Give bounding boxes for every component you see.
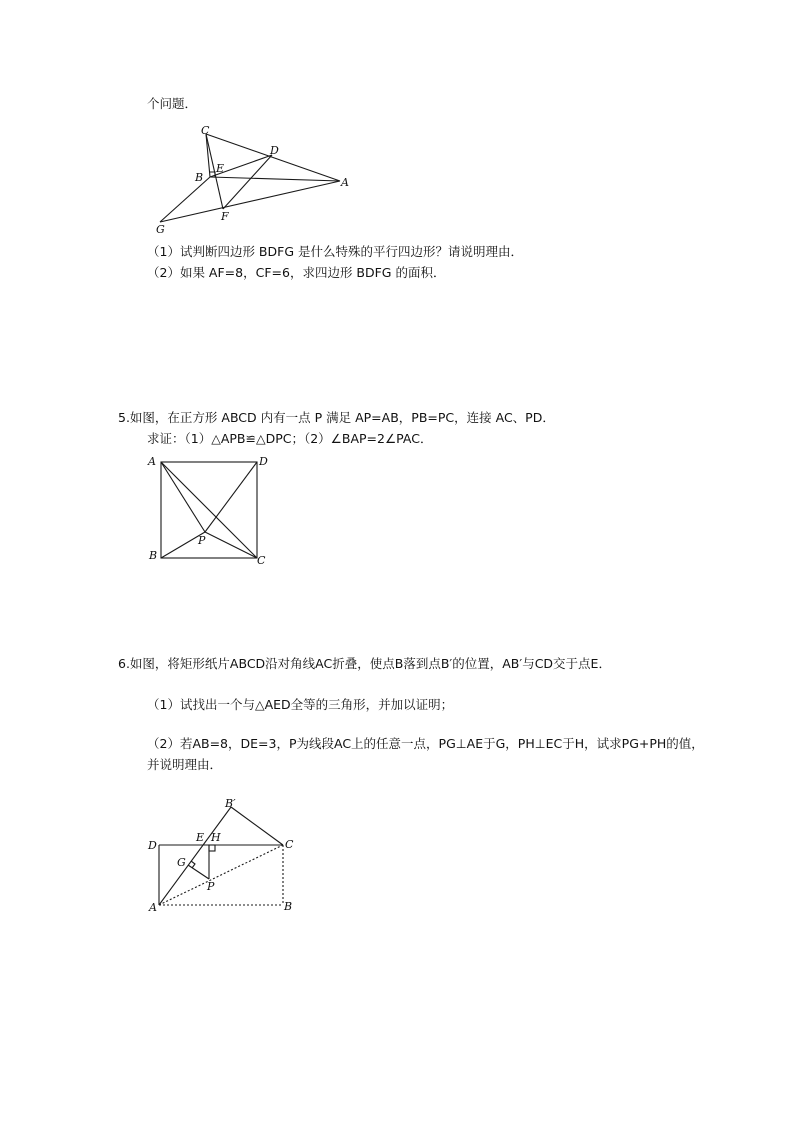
q5-label-D: D	[259, 455, 268, 468]
q6-figure	[145, 795, 305, 915]
q4-label-B: B	[195, 171, 204, 184]
q5-label-C: C	[257, 554, 266, 567]
q6-label-C: C	[285, 838, 294, 851]
q6-question-2-line2: 并说明理由．	[147, 757, 223, 772]
q4-label-F: F	[221, 210, 229, 223]
q6-label-G: G	[177, 856, 186, 869]
q4-intro-tail: 个问题．	[147, 96, 198, 111]
q6-label-B-prime: B′	[225, 797, 236, 810]
q6-question-1: （1）试找出一个与△AED全等的三角形，并加以证明；	[147, 697, 454, 712]
q5-figure-lines	[161, 462, 257, 558]
q4-question-2: （2）如果 AF=8，CF=6，求四边形 BDFG 的面积．	[147, 265, 446, 280]
q4-label-A: A	[341, 176, 349, 189]
q5-label-B: B	[149, 549, 158, 562]
q6-label-H: H	[211, 831, 221, 844]
q4-question-1: （1）试判断四边形 BDFG 是什么特殊的平行四边形？请说明理由．	[147, 244, 523, 259]
q4-label-C: C	[201, 124, 210, 137]
q4-figure-lines	[160, 134, 340, 222]
q6-label-A: A	[149, 901, 157, 914]
q6-label-B: B	[284, 900, 293, 913]
q4-label-G: G	[156, 223, 165, 236]
q6-question-2-line1: （2）若AB=8，DE=3，P为线段AC上的任意一点，PG⊥AE于G，PH⊥EC于H，试求PG+PH的值，	[147, 736, 704, 751]
q5-label-A: A	[148, 455, 156, 468]
q4-figure	[150, 122, 360, 234]
q5-stem: 5.如图，在正方形 ABCD 内有一点 P 满足 AP=AB，PB=PC，连接 AC、PD．	[118, 410, 555, 425]
q6-label-E: E	[196, 831, 205, 844]
q4-label-E: E	[216, 162, 225, 175]
q6-stem: 6.如图，将矩形纸片ABCD沿对角线AC折叠，使点B落到点B′的位置，AB′与CD交于点E．	[118, 656, 611, 671]
q6-label-P: P	[207, 880, 215, 893]
q5-figure	[145, 452, 275, 567]
q5-prove: 求证：（1）△APB≌△DPC；（2）∠BAP=2∠PAC．	[147, 431, 433, 446]
q5-label-P: P	[198, 534, 206, 547]
q6-label-D: D	[148, 839, 157, 852]
q4-label-D: D	[270, 144, 279, 157]
